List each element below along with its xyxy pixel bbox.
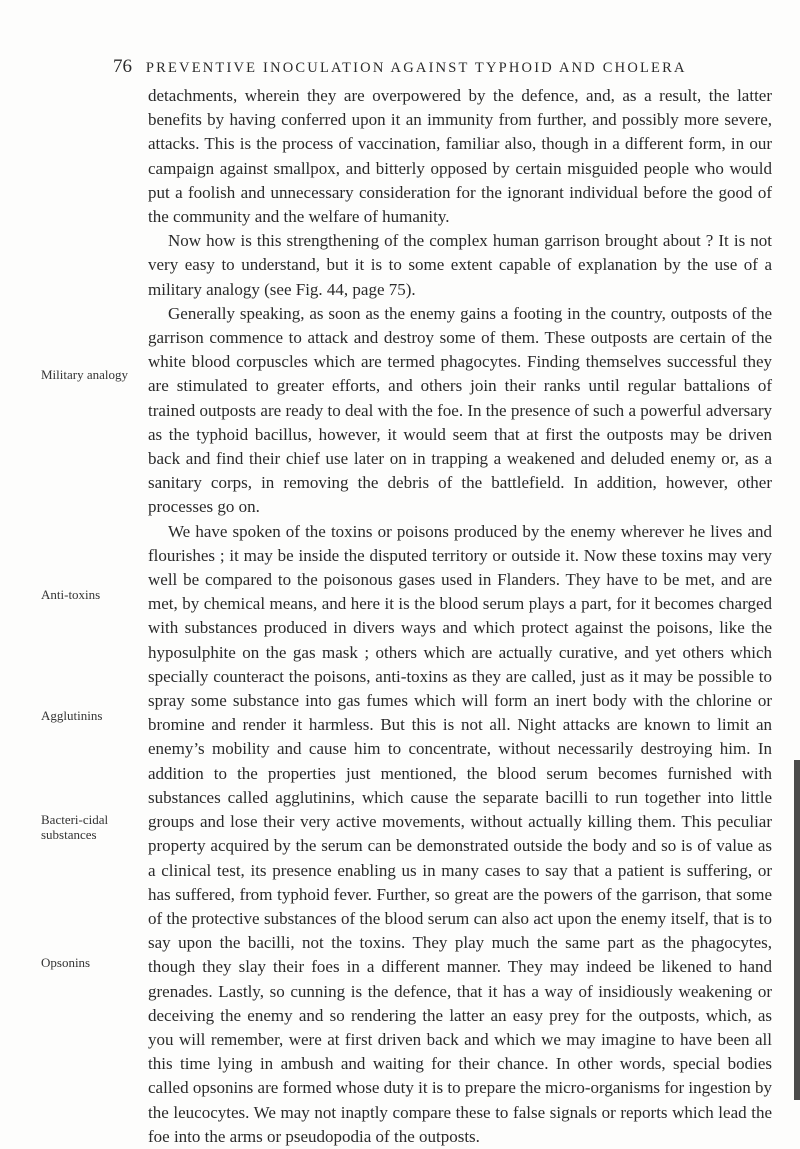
margin-note-agglutinins: Agglutinins — [41, 708, 103, 723]
margin-note-anti-toxins: Anti-toxins — [41, 587, 101, 602]
paragraph-1: detachments, wherein they are overpowered by the defence, and, as a result, the latter benefits by having conferred upon it an immunity from further, and possibly more severe, attacks. This is the process of vaccination, familiar also, though in a different form, in our campaign against smallpox, and bitterly opposed by certain misguided people who would put a foolish and unnecessary consideration for the ignorant individual before the good of the community and the welfare of humanity. — [148, 86, 772, 227]
paragraph-4: We have spoken of the toxins or poisons produced by the enemy wherever he lives and flourishes ; it may be inside the disputed territory or outside it. Now these toxins may very well be compared to the poisonous gases used in Flanders. They have to be met, and are met, by chemical means, and here it is the blood serum plays a part, for it becomes charged with substances produced in divers ways and which protect against the poisons, like the hyposulphite on the gas mask ; others which are actually curative, and yet others which specially counteract the poisons, anti-toxins as they are called, just as it may be possible to spray some substance into gas fumes which will form an inert body with the chlorine or bromine and render it harmless. But this is not all. Night attacks are known to limit an enemy’s mobility and cause him to concentrate, without necessarily destroying him. In addition to the properties just mentioned, the blood serum becomes furnished with substances called agglutinins, which cause the separate bacilli to run together into little groups and lose their very active movements, without actually killing them. This peculiar property acquired by the serum can be demonstrated outside the body and so is of value as a clinical test, its presence enabling us in many cases to say that a patient is suffering, or has suffered, from typhoid fever. Further, so great are the powers of the garrison, that some of the protective substances of the blood serum can also act upon the enemy itself, that is to say upon the bacilli, not the toxins. They play much the same part as the phagocytes, though they slay their foes in a different manner. They may indeed be likened to hand grenades. Lastly, so cunning is the defence, that it has a way of insidiously weakening or deceiving the enemy and so rendering the latter an easy prey for the outposts, which, as you will remember, were at first driven back and which we may imagine to have been all this time lying in ambush and waiting for their chance. In other words, special bodies called opsonins are formed whose duty it is to prepare the micro-organisms for ingestion by the leucocytes. We may not inaptly compare these to false signals or reports which lead the foe into the arms or pseudopodia of the outposts. — [148, 521, 772, 1146]
paragraph-3: Generally speaking, as soon as the enemy gains a footing in the country, outposts of the garrison commence to attack and destroy some of them. These outposts are certain of the white blood corpuscles which are termed phagocytes. Finding themselves successful they are stimulated to greater efforts, and others join their ranks until regular battalions of trained outposts are ready to deal with the foe. In the presence of such a powerful adversary as the typhoid bacillus, however, it would seem that at first the outposts may be driven back and find their chief use later on in trapping a weakened and deluded enemy or, as a sanitary corps, in removing the debris of the battlefield. In addition, however, other processes go on. — [148, 303, 772, 517]
margin-note-opsonins: Opsonins — [41, 955, 91, 970]
running-header — [113, 56, 773, 80]
body-text — [148, 84, 772, 1149]
paragraph-2: Now how is this strengthening of the complex human garrison brought about ? It is not very easy to understand, but it is to some extent capable of explanation by the use of a military analogy (see Fig. 44, page 75). — [148, 231, 772, 299]
margin-note-bactericidal-substances: Bacteri-cidal substances — [41, 812, 109, 842]
margin-note-military-analogy: Military analogy — [41, 367, 129, 382]
running-title: PREVENTIVE INOCULATION AGAINST TYPHOID AND CHOLERA — [145, 60, 687, 76]
page-edge-shadow — [794, 760, 800, 1100]
page-number: 76 — [113, 56, 132, 77]
